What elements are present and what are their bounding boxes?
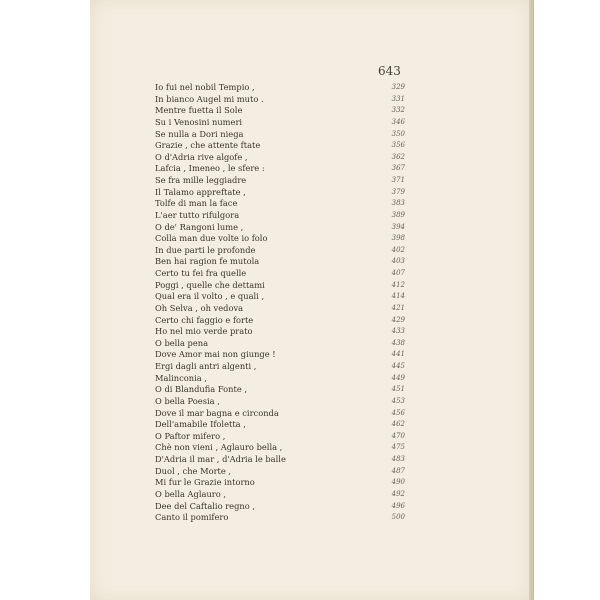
entry-text: Mentre fuetta il Sole xyxy=(155,105,243,116)
entry-page-number: 346 xyxy=(391,117,405,126)
index-entry xyxy=(155,338,405,350)
entry-text: Se fra mille leggiadre xyxy=(155,175,247,185)
entry-text: Dell'amabile Ifoletta , xyxy=(155,419,246,430)
entry-page-number: 487 xyxy=(391,466,405,475)
index-entry xyxy=(155,512,405,524)
entry-page-number: 429 xyxy=(391,315,405,324)
entry-text: Tolfe di man la face xyxy=(155,198,238,209)
index-entry xyxy=(155,280,405,292)
entry-text: Canto il pomifero xyxy=(155,512,229,523)
entry-text: O di Blandufia Fonte , xyxy=(155,384,248,395)
entry-text: L'aer tutto rifulgora xyxy=(155,209,240,220)
entry-text: Su i Venosini numeri xyxy=(155,116,243,127)
entry-text: Se nulla a Dori niega xyxy=(155,128,244,139)
entry-page-number: 398 xyxy=(391,234,405,243)
index-entry xyxy=(155,256,405,268)
index-entry xyxy=(155,442,405,454)
index-entry xyxy=(155,361,405,373)
entry-page-number: 470 xyxy=(391,431,405,440)
entry-page-number: 449 xyxy=(391,373,405,382)
entry-text: Lafcia , Imeneo , le sfere : xyxy=(155,163,265,174)
index-entry xyxy=(155,222,405,234)
index-entry xyxy=(155,129,405,141)
entry-page-number: 329 xyxy=(391,83,405,91)
index-entry xyxy=(155,303,405,315)
entry-text: Dee del Caftalio regno , xyxy=(155,500,256,511)
entry-page-number: 433 xyxy=(391,327,405,336)
entry-text: Ho nel mio verde prato xyxy=(155,326,253,337)
entry-page-number: 492 xyxy=(391,489,405,498)
entry-text: Chè non vieni , Aglauro bella , xyxy=(155,442,283,453)
entry-text: Dove il mar bagna e circonda xyxy=(155,407,279,418)
index-entry xyxy=(155,466,405,478)
entry-text: Dove Amor mai non giunge ! xyxy=(155,349,276,360)
entry-page-number: 350 xyxy=(391,129,405,138)
entry-page-number: 462 xyxy=(391,420,405,429)
entry-page-number: 412 xyxy=(391,280,405,289)
index-entry xyxy=(155,419,405,431)
entry-page-number: 379 xyxy=(391,187,405,196)
index-entry xyxy=(155,152,405,164)
entry-text: Oh Selva , oh vedova xyxy=(155,302,244,313)
entry-text: Malinconia , xyxy=(155,372,207,383)
entry-page-number: 407 xyxy=(391,269,405,277)
entry-page-number: 453 xyxy=(391,396,405,405)
entry-page-number: 403 xyxy=(391,257,405,266)
index-entry xyxy=(155,117,405,129)
index-entry xyxy=(155,408,405,420)
entry-page-number: 389 xyxy=(391,210,405,219)
entry-page-number: 500 xyxy=(391,513,405,522)
entry-text: Certo tu fei fra quelle xyxy=(155,268,247,278)
entry-text: Mi fur le Grazie intorno xyxy=(155,477,255,488)
index-entry xyxy=(155,291,405,303)
index-entry xyxy=(155,105,405,117)
index-entry xyxy=(155,187,405,199)
index-entry xyxy=(155,233,405,245)
entry-text: Ergi dagli antri algenti , xyxy=(155,361,257,371)
entry-text: O bella Poesia , xyxy=(155,395,220,406)
entry-page-number: 483 xyxy=(391,455,405,463)
entry-text: Poggi , quelle che dettami xyxy=(155,279,265,290)
entry-page-number: 438 xyxy=(391,338,405,347)
entry-page-number: 421 xyxy=(391,303,405,312)
entry-text: O de' Rangoni lume , xyxy=(155,221,244,232)
index-entry xyxy=(155,373,405,385)
index-entry xyxy=(155,245,405,257)
entry-page-number: 475 xyxy=(391,443,405,452)
index-entry xyxy=(155,268,405,280)
index-entry xyxy=(155,396,405,408)
entry-text: Ben hai ragion fe mutola xyxy=(155,256,260,267)
entry-page-number: 331 xyxy=(391,94,405,103)
index-entry xyxy=(155,326,405,338)
index-entry xyxy=(155,94,405,106)
entry-text: Qual era il volto , e quali , xyxy=(155,291,265,302)
entry-page-number: 445 xyxy=(391,362,405,370)
entry-text: Il Talamo appreftate , xyxy=(155,186,246,197)
entry-page-number: 356 xyxy=(391,141,405,150)
index-entry xyxy=(155,140,405,152)
index-entry xyxy=(155,349,405,361)
index-entry xyxy=(155,175,405,187)
entry-text: O bella Aglauro , xyxy=(155,488,227,499)
entry-text: O d'Adria rive algofe , xyxy=(155,151,248,162)
index-entry xyxy=(155,477,405,489)
entry-page-number: 441 xyxy=(391,350,405,359)
index-entry xyxy=(155,454,405,466)
index-entry xyxy=(155,501,405,513)
entry-text: Colla man due volte io folo xyxy=(155,233,268,244)
page-number: 643 xyxy=(378,64,401,78)
entry-page-number: 451 xyxy=(391,385,405,394)
entry-page-number: 402 xyxy=(391,245,405,254)
index-entry xyxy=(155,489,405,501)
page-edge xyxy=(529,0,534,600)
index-entry xyxy=(155,384,405,396)
index-list xyxy=(155,82,405,524)
entry-text: Grazie , che attente ftate xyxy=(155,140,261,151)
index-entry xyxy=(155,315,405,327)
index-entry xyxy=(155,163,405,175)
entry-page-number: 490 xyxy=(391,478,405,487)
entry-text: D'Adria il mar , d'Adria le balle xyxy=(155,454,286,464)
entry-page-number: 394 xyxy=(391,222,405,231)
entry-page-number: 456 xyxy=(391,408,405,417)
entry-text: O bella pena xyxy=(155,337,209,348)
entry-text: Io fui nel nobil Tempio , xyxy=(155,82,255,92)
entry-page-number: 362 xyxy=(391,152,405,161)
entry-text: Certo chi faggio e forte xyxy=(155,314,254,325)
entry-page-number: 371 xyxy=(391,176,405,184)
entry-page-number: 367 xyxy=(391,164,405,173)
entry-page-number: 496 xyxy=(391,501,405,510)
entry-page-number: 332 xyxy=(391,106,405,115)
entry-page-number: 414 xyxy=(391,292,405,301)
entry-page-number: 383 xyxy=(391,199,405,208)
index-entry xyxy=(155,431,405,443)
entry-text: Duol , che Morte , xyxy=(155,465,232,476)
index-entry xyxy=(155,210,405,222)
entry-text: In due parti le profonde xyxy=(155,244,256,255)
entry-text: In bianco Augel mi muto . xyxy=(155,93,264,104)
entry-text: O Paftor mifero , xyxy=(155,430,226,441)
index-entry xyxy=(155,198,405,210)
index-entry xyxy=(155,82,405,94)
